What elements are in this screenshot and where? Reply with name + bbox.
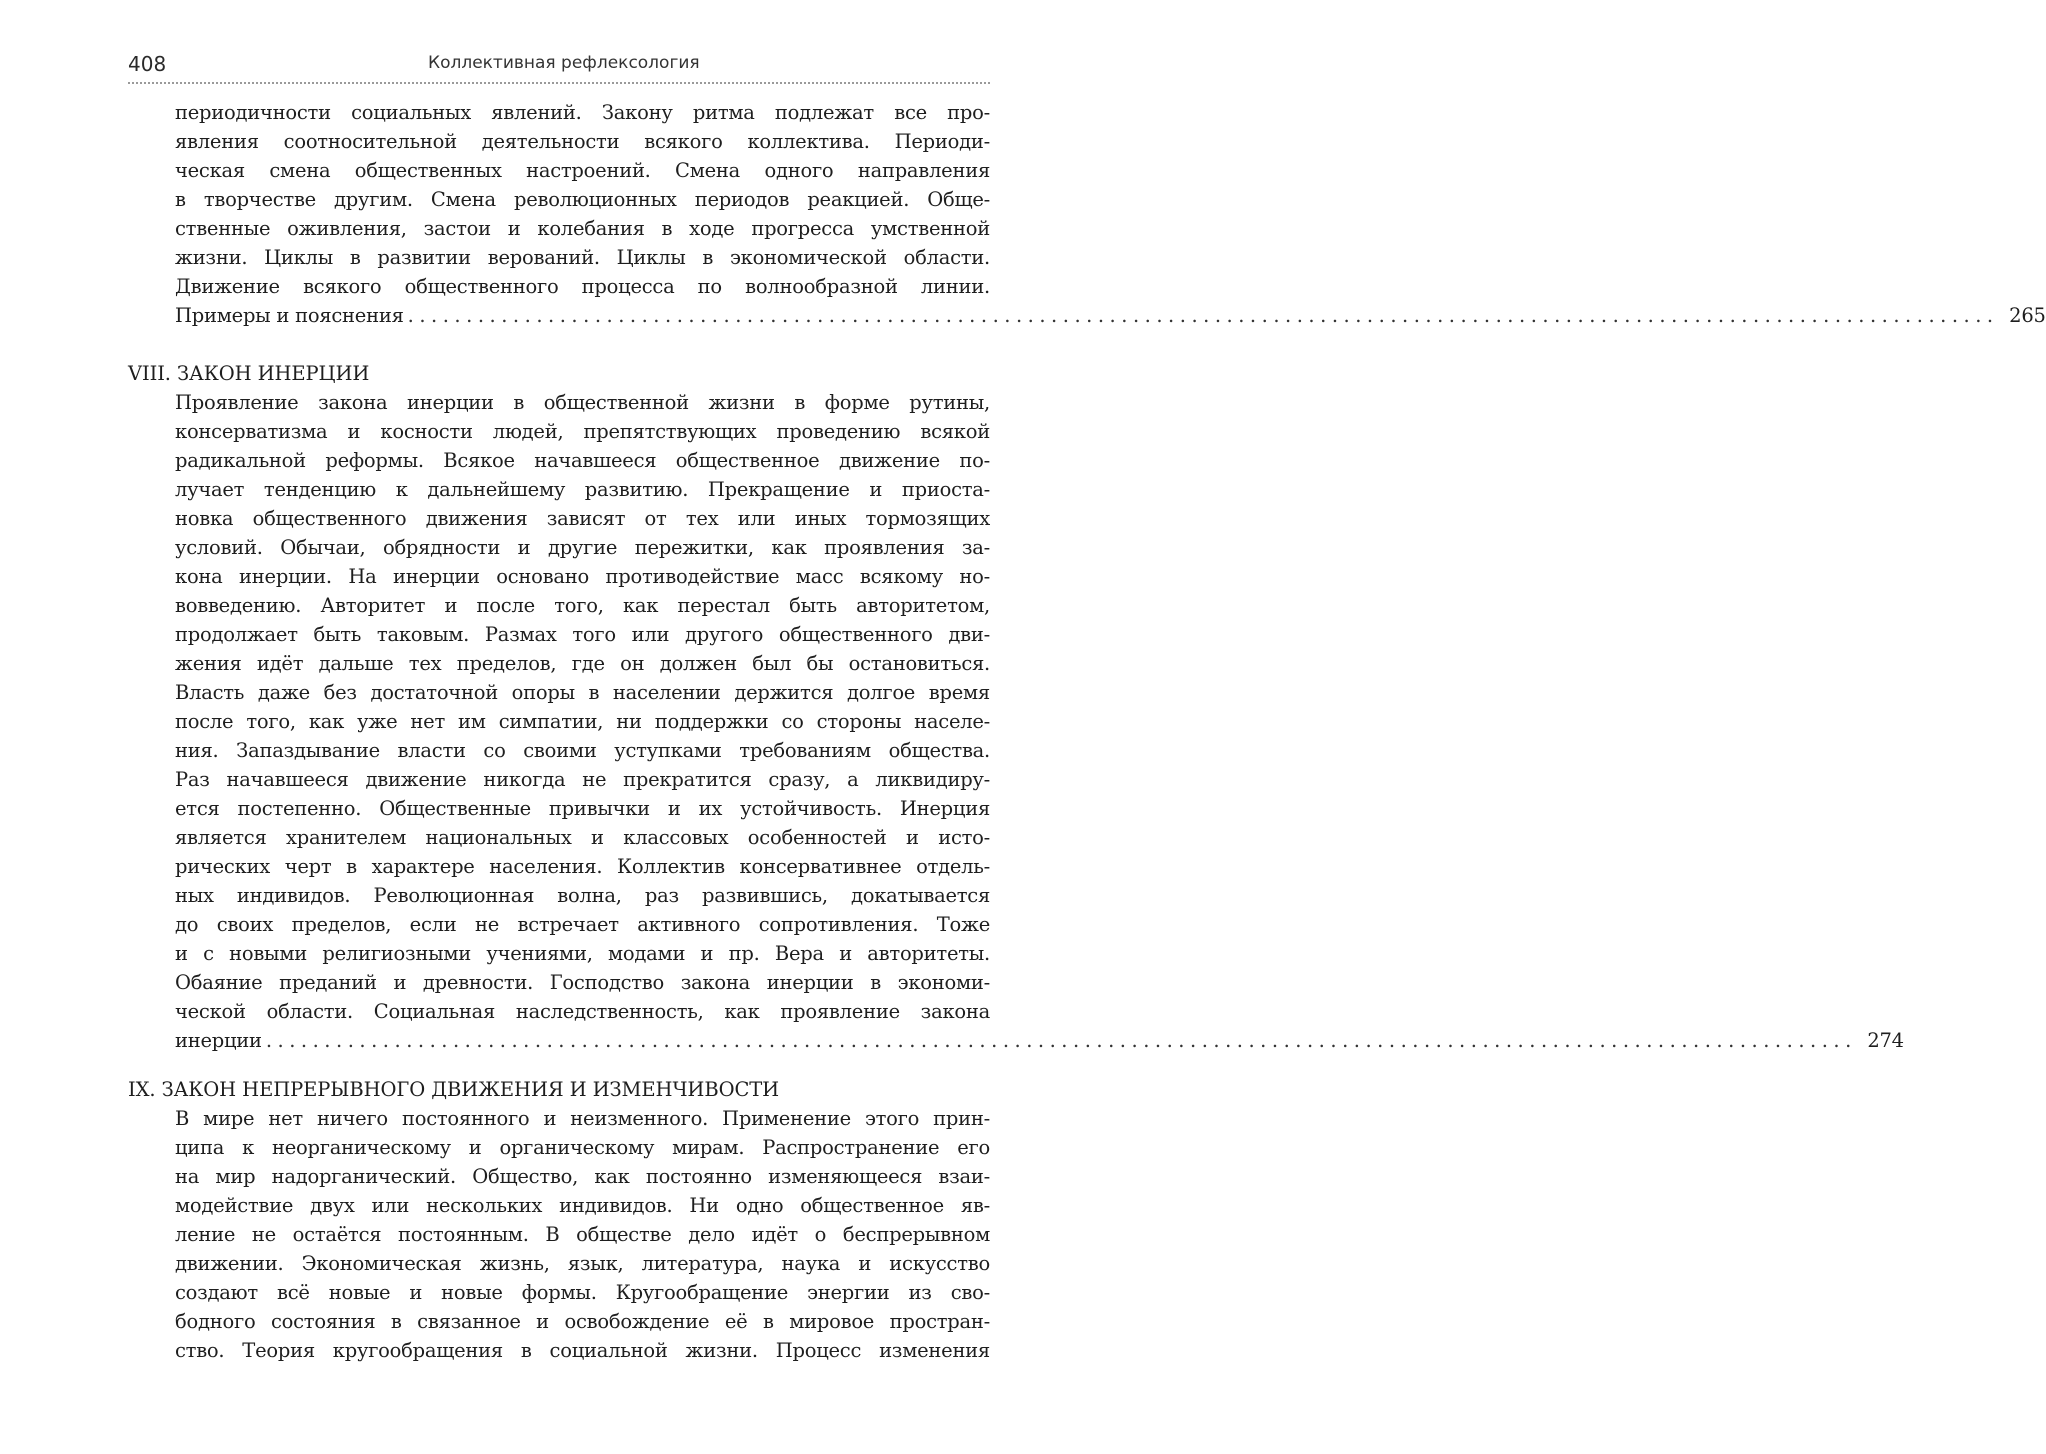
text-line: ется постепенно. Общественные привычки и их устойчивость. Инерция [175,797,990,820]
text-line: консерватизма и косности людей, препятствующих проведению всякой [175,420,990,443]
text-line: Движение всякого общественного процесса по волнообразной линии. [175,275,990,298]
page-number: 408 [128,52,167,76]
text-line: Власть даже без достаточной опоры в населении держится долгое время [175,681,990,704]
dot-leader: ........................................................................................................................................ [265,1029,1857,1052]
text-line: на мир надорганический. Общество, как постоянно изменяющееся взаи- [175,1165,990,1188]
text-line: модействие двух или нескольких индивидов. Ни одно общественное яв- [175,1194,990,1217]
text-line: Раз начавшееся движение никогда не прекратится сразу, а ликвидиру- [175,768,990,791]
text-line: ческой области. Социальная наследственность, как проявление закона [175,1000,990,1023]
text-line: лучает тенденцию к дальнейшему развитию. Прекращение и приоста- [175,478,990,501]
text-line: продолжает быть таковым. Размах того или другого общественного дви- [175,623,990,646]
text-line: Обаяние преданий и древности. Господство закона инерции в экономи- [175,971,990,994]
toc-page-number: 274 [1867,1029,1904,1052]
text-line: жения идёт дальше тех пределов, где он должен был бы остановиться. [175,652,990,675]
text-line: ческая смена общественных настроений. Смена одного направления [175,159,990,182]
text-line: является хранителем национальных и классовых особенностей и исто- [175,826,990,849]
text-line: кона инерции. На инерции основано противодействие масс всякому но- [175,565,990,588]
text-line: явления соотносительной деятельности всякого коллектива. Периоди- [175,130,990,153]
text-line: в творчестве другим. Смена революционных периодов реакцией. Обще- [175,188,990,211]
text-line: ление не остаётся постоянным. В обществе дело идёт о беспрерывном [175,1223,990,1246]
toc-entry-vii-continued [128,98,2046,330]
running-title: Коллективная рефлексология [428,53,700,73]
text-line: ния. Запаздывание власти со своими уступками требованиям общества. [175,739,990,762]
text-line: радикальной реформы. Всякое начавшееся общественное движение по- [175,449,990,472]
text-line: ных индивидов. Революционная волна, раз развившись, докатывается [175,884,990,907]
toc-leader-line [175,301,2046,330]
text-line: и с новыми религиозными учениями, модами и пр. Вера и авторитеты. [175,942,990,965]
text-line: Проявление закона инерции в общественной жизни в форме рутины, [175,391,990,414]
text-line: до своих пределов, если не встречает активного сопротивления. Тоже [175,913,990,936]
text-line: ципа к неорганическому и органическому мирам. Распространение его [175,1136,990,1159]
leader-text: инерции [175,1029,262,1052]
text-line: ственные оживления, застои и колебания в ходе прогресса умственной [175,217,990,240]
toc-entry-ix [128,1075,990,1365]
toc-leader-line [175,1026,1904,1055]
text-line: создают всё новые и новые формы. Кругообращение энергии из сво- [175,1281,990,1304]
toc-entry-viii [128,359,1904,1055]
text-line: вовведению. Авторитет и после того, как перестал быть авторитетом, [175,594,990,617]
section-title: VIII. ЗАКОН ИНЕРЦИИ [128,362,370,385]
text-line: после того, как уже нет им симпатии, ни поддержки со стороны населе- [175,710,990,733]
leader-text: Примеры и пояснения [175,304,404,327]
running-header [128,48,990,84]
section-title: IX. ЗАКОН НЕПРЕРЫВНОГО ДВИЖЕНИЯ И ИЗМЕНЧИВОСТИ [128,1078,780,1101]
entry-description [175,1104,990,1365]
text-line: В мире нет ничего постоянного и неизменного. Применение этого прин- [175,1107,990,1130]
text-line: движении. Экономическая жизнь, язык, литература, наука и искусство [175,1252,990,1275]
text-line: периодичности социальных явлений. Закону ритма подлежат все про- [175,101,990,124]
text-line: условий. Обычаи, обрядности и другие пережитки, как проявления за- [175,536,990,559]
text-line: новка общественного движения зависят от тех или иных тормозящих [175,507,990,530]
dot-leader: ........................................................................................................................................ [407,304,1999,327]
entry-description [175,388,1904,1055]
text-line: ство. Теория кругообращения в социальной жизни. Процесс изменения [175,1339,990,1362]
text-line: жизни. Циклы в развитии верований. Циклы в экономической области. [175,246,990,269]
toc-page-number: 265 [2009,304,2046,327]
entry-description [175,98,2046,330]
text-line: рических черт в характере населения. Коллектив консервативнее отдель- [175,855,990,878]
text-line: бодного состояния в связанное и освобождение её в мировое простран- [175,1310,990,1333]
